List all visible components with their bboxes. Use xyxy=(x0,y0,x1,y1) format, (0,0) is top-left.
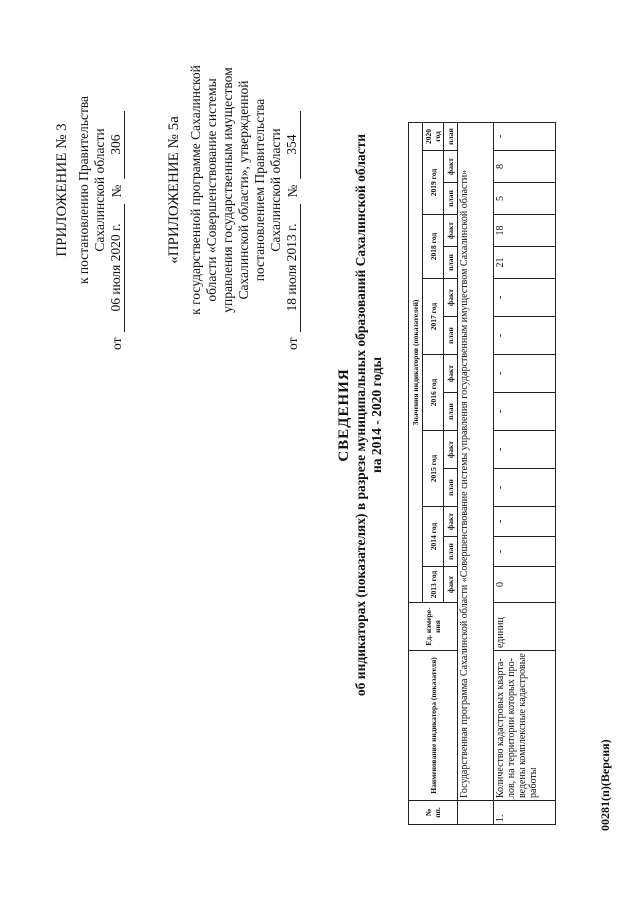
col-header-num: № пп. xyxy=(409,801,458,825)
sub-fact: факт xyxy=(444,507,458,537)
col-header-name: Наименование индикатора (показателя) xyxy=(409,651,458,801)
appendix-5a-line: Сахалинской области», утвержденной xyxy=(236,80,251,300)
no-label: № xyxy=(109,184,124,198)
year-2018: 2018 год xyxy=(423,215,444,279)
heading-years: на 2014 - 2020 годы xyxy=(369,356,384,474)
appendix-5a-title: «ПРИЛОЖЕНИЕ № 5а xyxy=(166,116,182,264)
cell-2015-plan: - xyxy=(494,469,556,507)
sub-fact: факт xyxy=(444,355,458,393)
sub-plan: план xyxy=(444,537,458,567)
table-row xyxy=(494,123,556,825)
appendix-3-title: ПРИЛОЖЕНИЕ № 3 xyxy=(54,123,70,257)
heading-subtitle: об индикаторах (показателях) в разрезе муниципальных образований Сахалинской области xyxy=(353,133,368,697)
appendix-5a-line: области «Совершенствование системы xyxy=(204,78,219,302)
sub-fact: факт xyxy=(444,151,458,183)
appendix-5a-date: 18 июля 2013 г. xyxy=(284,204,301,332)
heading-title: СВЕДЕНИЯ xyxy=(336,368,352,462)
appendix-5a-date-line xyxy=(284,30,301,350)
cell-2018-plan: 21 xyxy=(494,247,556,279)
appendix-5a-line: постановлением Правительства xyxy=(252,98,267,282)
year-2017: 2017 год xyxy=(423,279,444,355)
cell-2019-plan: 5 xyxy=(494,183,556,215)
cell-2016-fact: - xyxy=(494,355,556,393)
appendix-3-line2: Сахалинской области xyxy=(92,128,107,252)
row-name: Количество кадастровых кварта-лов, на территории которых про-ведены комплексные кадастровые работы xyxy=(494,651,556,801)
year-2015: 2015 год xyxy=(423,431,444,507)
cell-2019-fact: 8 xyxy=(494,151,556,183)
appendix-3-line1: к постановлению Правительства xyxy=(76,95,91,285)
col-header-values: Значения индикаторов (показателей) xyxy=(409,123,423,603)
sub-plan: план xyxy=(444,393,458,431)
appendix-3-date-line xyxy=(108,30,125,350)
sub-plan: план xyxy=(444,183,458,215)
cell-2014-fact: - xyxy=(494,507,556,537)
footer-version: 00281(п)(Версия) xyxy=(598,739,612,831)
sub-fact: факт xyxy=(444,431,458,469)
year-2014: 2014 год xyxy=(423,507,444,567)
appendix-5a-line: управления государственным имуществом xyxy=(220,67,235,313)
col-header-unit: Ед. измере-ния xyxy=(409,603,458,651)
row-unit: единиц xyxy=(494,603,556,651)
indicators-table xyxy=(408,122,556,825)
from-label: от xyxy=(109,337,124,350)
sub-fact: факт xyxy=(444,567,458,603)
appendix-3-number: 306 xyxy=(108,111,125,179)
cell-2017-plan: - xyxy=(494,317,556,355)
sub-fact: факт xyxy=(444,215,458,247)
appendix-5a-line: к государственной программе Сахалинской xyxy=(188,65,203,315)
program-row-text: Государственная программа Сахалинской области «Совершенствование системы управления государственным имуществом Сахалинской области» xyxy=(458,123,494,801)
cell-2015-fact: - xyxy=(494,431,556,469)
cell-2017-fact: - xyxy=(494,279,556,317)
cell-2013-fact: 0 xyxy=(494,567,556,603)
year-2013: 2013 год xyxy=(423,567,444,603)
year-2019: 2019 год xyxy=(423,151,444,215)
sub-plan: план xyxy=(444,317,458,355)
document-heading xyxy=(336,35,385,795)
appendix-3-block xyxy=(54,30,125,350)
cell-2020-plan: - xyxy=(494,123,556,151)
sub-fact: факт xyxy=(444,279,458,317)
appendix-3-date: 06 июля 2020 г. xyxy=(108,204,125,332)
sub-plan: план xyxy=(444,247,458,279)
cell-2014-plan: - xyxy=(494,537,556,567)
cell-2016-plan: - xyxy=(494,393,556,431)
appendix-5a-number: 354 xyxy=(284,111,301,179)
appendix-5a-block xyxy=(166,30,301,350)
appendix-5a-lines xyxy=(188,30,284,350)
year-2016: 2016 год xyxy=(423,355,444,431)
from-label: от xyxy=(285,337,300,350)
sub-plan: план xyxy=(444,469,458,507)
no-label: № xyxy=(285,184,300,198)
appendix-5a-line: Сахалинской области xyxy=(268,128,283,252)
sub-plan: план xyxy=(444,123,458,151)
row-num: 1. xyxy=(494,801,556,825)
program-row-num xyxy=(458,801,494,825)
cell-2018-fact: 18 xyxy=(494,215,556,247)
year-2020: 2020 год xyxy=(423,123,444,151)
